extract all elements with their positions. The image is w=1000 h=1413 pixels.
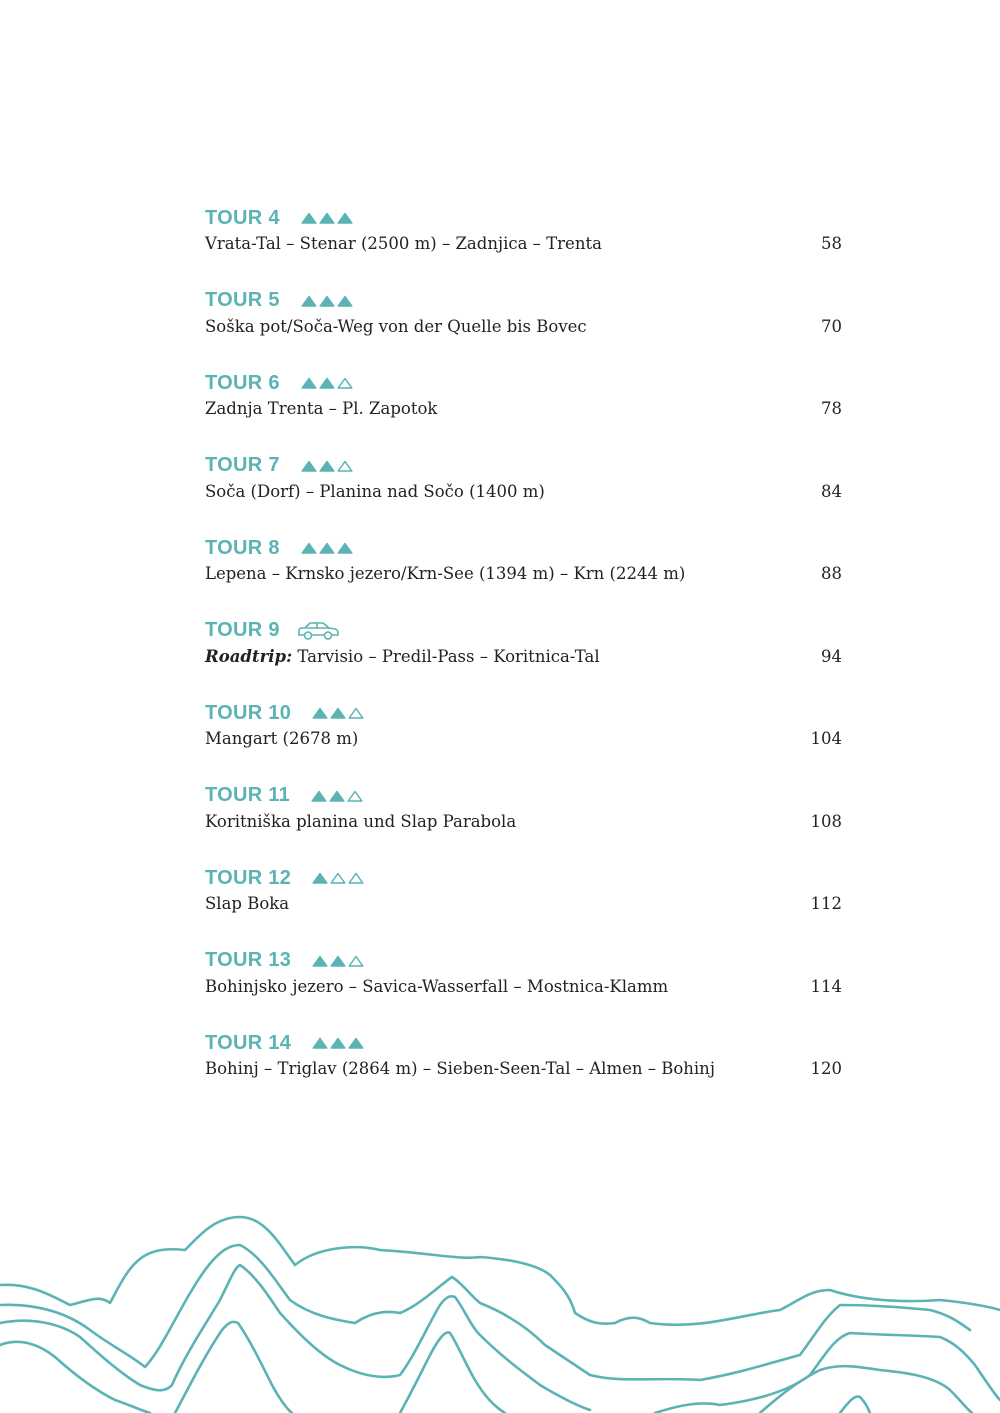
difficulty-empty-triangle-icon xyxy=(337,460,353,472)
tour-label: TOUR 10 xyxy=(205,701,292,724)
toc-entry[interactable] xyxy=(205,860,842,943)
difficulty-filled-triangle-icon xyxy=(311,790,327,802)
page-number: 120 xyxy=(810,1059,842,1078)
tour-description xyxy=(205,977,668,996)
tour-label: TOUR 7 xyxy=(205,454,280,476)
page-number: 84 xyxy=(821,481,842,501)
difficulty-rating xyxy=(312,872,364,884)
tour-heading xyxy=(205,783,363,809)
tour-description xyxy=(205,234,602,253)
difficulty-filled-triangle-icon xyxy=(348,1037,364,1049)
tour-route: Soča (Dorf) – Planina nad Sočo (1400 m) xyxy=(205,481,545,501)
tour-route: Zadnja Trenta – Pl. Zapotok xyxy=(205,399,438,418)
difficulty-filled-triangle-icon xyxy=(337,212,353,224)
toc-entry[interactable] xyxy=(205,365,842,448)
difficulty-rating xyxy=(301,542,353,554)
difficulty-filled-triangle-icon xyxy=(301,212,317,224)
difficulty-filled-triangle-icon xyxy=(312,955,328,967)
tour-heading xyxy=(205,370,353,396)
tour-label: TOUR 12 xyxy=(205,866,292,889)
tour-route: Vrata-Tal – Stenar (2500 m) – Zadnjica – Trenta xyxy=(205,234,602,253)
tour-heading xyxy=(205,535,353,561)
tour-description xyxy=(205,399,437,418)
toc-entry[interactable] xyxy=(205,695,842,778)
tour-heading xyxy=(205,453,353,479)
tour-description xyxy=(205,1059,715,1078)
page-number: 78 xyxy=(821,399,842,418)
difficulty-filled-triangle-icon xyxy=(319,377,335,389)
tour-description xyxy=(205,647,600,666)
difficulty-filled-triangle-icon xyxy=(330,955,346,967)
tour-label: TOUR 8 xyxy=(205,536,280,559)
difficulty-rating xyxy=(311,790,363,802)
tour-heading xyxy=(205,700,364,726)
toc-entry[interactable] xyxy=(205,613,842,696)
tour-heading xyxy=(205,1030,364,1056)
difficulty-filled-triangle-icon xyxy=(337,542,353,554)
tour-description xyxy=(205,564,685,583)
difficulty-empty-triangle-icon xyxy=(348,955,364,967)
page-number: 58 xyxy=(821,234,842,253)
difficulty-filled-triangle-icon xyxy=(330,1037,346,1049)
tour-heading xyxy=(205,288,353,314)
tour-description xyxy=(205,894,289,913)
difficulty-rating xyxy=(301,460,353,472)
difficulty-empty-triangle-icon xyxy=(330,872,346,884)
difficulty-empty-triangle-icon xyxy=(348,707,364,719)
toc-entry[interactable] xyxy=(205,283,842,366)
tour-route: Slap Boka xyxy=(205,894,290,913)
difficulty-filled-triangle-icon xyxy=(330,707,346,719)
tour-route: Bohinjsko jezero – Savica-Wasserfall – Mostnica-Klamm xyxy=(205,976,669,996)
page-number: 104 xyxy=(810,729,842,748)
page-number: 114 xyxy=(810,976,842,996)
page-number: 88 xyxy=(821,564,842,583)
toc-entry[interactable] xyxy=(205,778,842,861)
difficulty-empty-triangle-icon xyxy=(347,790,363,802)
difficulty-filled-triangle-icon xyxy=(301,295,317,307)
tour-label: TOUR 11 xyxy=(205,784,291,806)
difficulty-rating xyxy=(312,1037,364,1049)
tour-route: Bohinj – Triglav (2864 m) – Sieben-Seen-Tal – Almen – Bohinj xyxy=(205,1059,715,1078)
difficulty-rating xyxy=(312,707,364,719)
tour-route: Soška pot/Soča-Weg von der Quelle bis Bovec xyxy=(205,316,587,336)
tour-label: TOUR 13 xyxy=(205,949,292,971)
toc-entry[interactable] xyxy=(205,1025,842,1108)
tour-label: TOUR 4 xyxy=(205,206,280,229)
difficulty-filled-triangle-icon xyxy=(319,295,335,307)
difficulty-empty-triangle-icon xyxy=(337,377,353,389)
table-of-contents xyxy=(205,200,842,1108)
tour-type-label: Roadtrip: xyxy=(205,646,293,666)
difficulty-rating xyxy=(312,955,364,967)
toc-entry[interactable] xyxy=(205,448,842,531)
tour-route: Mangart (2678 m) xyxy=(205,729,359,748)
tour-label: TOUR 6 xyxy=(205,371,280,394)
difficulty-filled-triangle-icon xyxy=(319,542,335,554)
tour-route: Tarvisio – Predil-Pass – Koritnica-Tal xyxy=(292,646,600,666)
difficulty-filled-triangle-icon xyxy=(337,295,353,307)
tour-description xyxy=(205,729,358,748)
tour-label: TOUR 14 xyxy=(205,1031,292,1054)
page-number: 70 xyxy=(821,316,842,336)
difficulty-filled-triangle-icon xyxy=(329,790,345,802)
mountain-contour-illustration xyxy=(0,1205,1000,1413)
tour-heading xyxy=(205,865,364,891)
tour-route: Lepena – Krnsko jezero/Krn-See (1394 m) – Krn (2244 m) xyxy=(205,564,686,583)
car-icon xyxy=(296,620,340,642)
tour-description xyxy=(205,482,545,501)
tour-route: Koritniška planina und Slap Parabola xyxy=(205,811,517,831)
tour-label: TOUR 5 xyxy=(205,289,280,311)
page-number: 112 xyxy=(810,894,842,913)
difficulty-rating xyxy=(301,212,353,224)
difficulty-filled-triangle-icon xyxy=(319,460,335,472)
page-number: 108 xyxy=(810,811,842,831)
tour-heading xyxy=(205,948,364,974)
difficulty-rating xyxy=(301,377,353,389)
difficulty-filled-triangle-icon xyxy=(312,872,328,884)
tour-label: TOUR 9 xyxy=(205,619,280,641)
difficulty-filled-triangle-icon xyxy=(301,460,317,472)
difficulty-filled-triangle-icon xyxy=(301,377,317,389)
page-number: 94 xyxy=(821,646,842,666)
difficulty-filled-triangle-icon xyxy=(312,1037,328,1049)
toc-entry[interactable] xyxy=(205,943,842,1026)
difficulty-filled-triangle-icon xyxy=(301,542,317,554)
tour-heading xyxy=(205,205,353,231)
difficulty-rating xyxy=(301,295,353,307)
tour-description xyxy=(205,317,587,336)
tour-heading xyxy=(205,618,340,644)
difficulty-filled-triangle-icon xyxy=(312,707,328,719)
toc-entry[interactable] xyxy=(205,530,842,613)
difficulty-filled-triangle-icon xyxy=(319,212,335,224)
difficulty-empty-triangle-icon xyxy=(348,872,364,884)
toc-entry[interactable] xyxy=(205,200,842,283)
tour-description xyxy=(205,812,516,831)
